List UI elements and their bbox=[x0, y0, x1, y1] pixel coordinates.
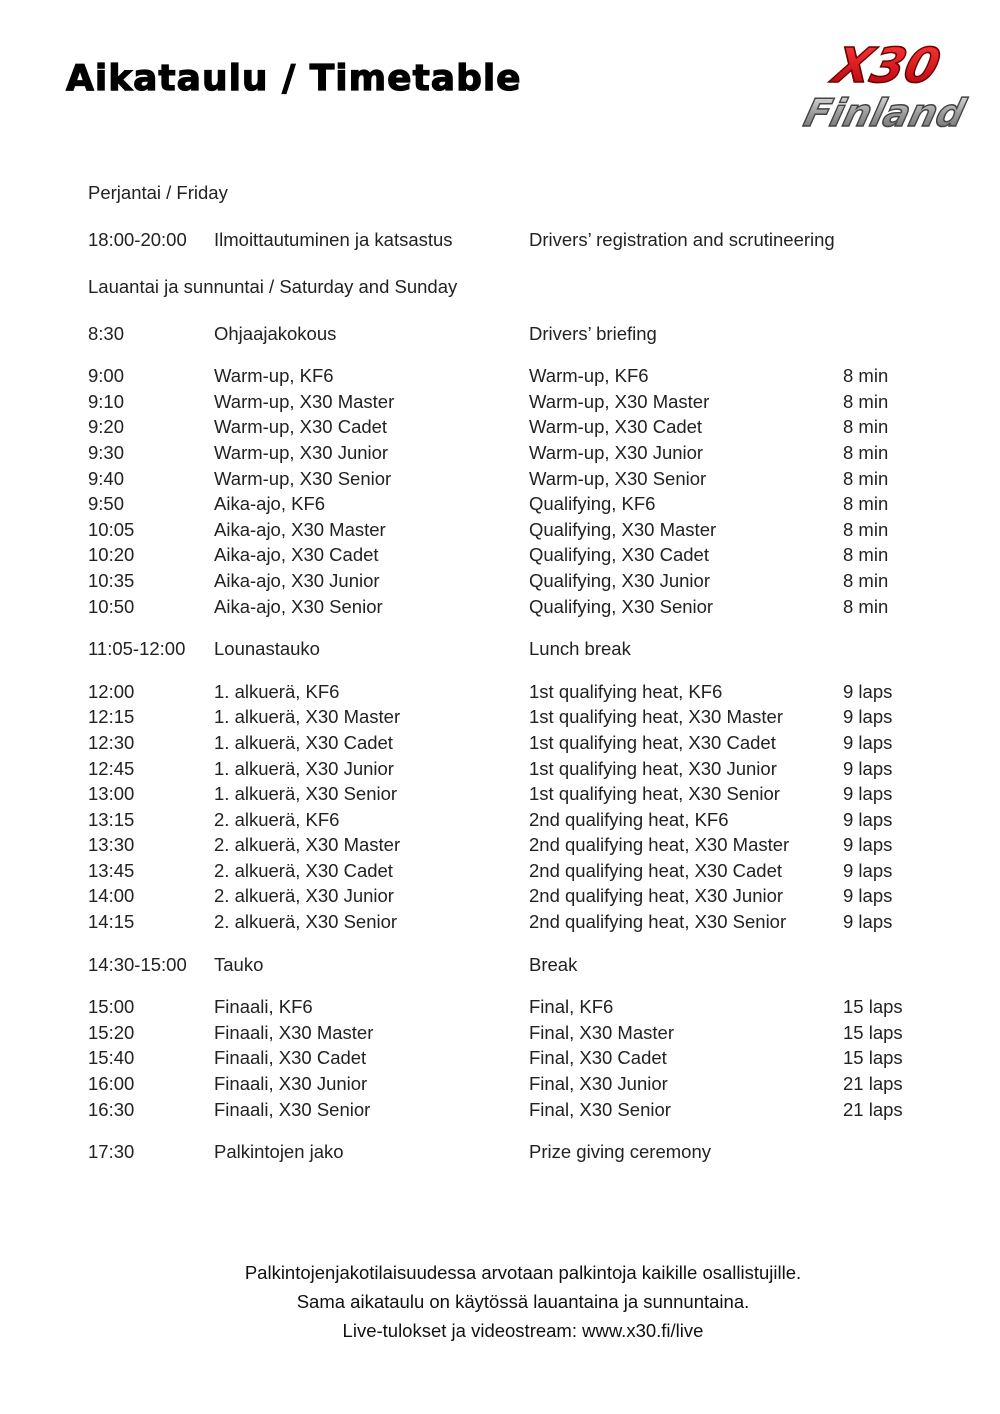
row-finnish-event: Tauko bbox=[214, 953, 264, 975]
schedule-row bbox=[88, 756, 948, 782]
x30-finland-logo bbox=[792, 30, 972, 138]
schedule-row bbox=[88, 952, 948, 978]
row-time: 15:00 bbox=[88, 996, 135, 1018]
row-time: 12:15 bbox=[88, 706, 135, 728]
row-duration: 8 min bbox=[843, 493, 889, 515]
row-english-event: 2nd qualifying heat, X30 Cadet bbox=[529, 859, 783, 881]
row-time: 16:00 bbox=[88, 1073, 135, 1095]
row-finnish-event: Warm-up, X30 Master bbox=[214, 390, 395, 412]
row-english-event: Qualifying, X30 Junior bbox=[529, 569, 710, 591]
row-time: 12:45 bbox=[88, 757, 135, 779]
row-time: 9:30 bbox=[88, 441, 125, 463]
row-finnish-event: 1. alkuerä, X30 Senior bbox=[214, 783, 398, 805]
row-finnish-event: 1. alkuerä, X30 Master bbox=[214, 706, 401, 728]
logo-x30-text: X30 bbox=[828, 38, 946, 94]
section-title: Lauantai ja sunnuntai / Saturday and Sunday bbox=[88, 275, 458, 297]
row-duration: 9 laps bbox=[843, 783, 893, 805]
row-english-event: Final, X30 Junior bbox=[529, 1073, 668, 1095]
row-duration: 9 laps bbox=[843, 808, 893, 830]
schedule-row bbox=[88, 1097, 948, 1123]
row-english-event: Warm-up, X30 Senior bbox=[529, 467, 707, 489]
footer-line-live-results: Live-tulokset ja videostream: www.x30.fi/live bbox=[342, 1320, 704, 1341]
row-duration: 9 laps bbox=[843, 731, 893, 753]
row-duration: 21 laps bbox=[843, 1073, 903, 1095]
schedule-row bbox=[88, 781, 948, 807]
row-duration: 8 min bbox=[843, 569, 889, 591]
row-duration: 15 laps bbox=[843, 1021, 903, 1043]
spacer bbox=[88, 662, 948, 679]
row-finnish-event: Lounastauko bbox=[214, 638, 320, 660]
row-duration: 15 laps bbox=[843, 1047, 903, 1069]
row-time: 9:10 bbox=[88, 390, 125, 412]
schedule-row bbox=[88, 491, 948, 517]
row-finnish-event: Aika-ajo, X30 Cadet bbox=[214, 544, 379, 566]
row-finnish-event: Aika-ajo, KF6 bbox=[214, 493, 326, 515]
row-english-event: Drivers’ registration and scrutineering bbox=[529, 229, 835, 250]
schedule-row bbox=[88, 679, 948, 705]
schedule-row bbox=[88, 440, 948, 466]
row-time: 13:00 bbox=[88, 783, 135, 805]
spacer bbox=[88, 346, 948, 363]
row-finnish-event: Finaali, X30 Junior bbox=[214, 1073, 368, 1095]
row-english-event: Warm-up, KF6 bbox=[529, 365, 649, 387]
row-english-event: 1st qualifying heat, X30 Cadet bbox=[529, 731, 776, 753]
row-english-event: Qualifying, KF6 bbox=[529, 493, 656, 515]
schedule-row bbox=[88, 1020, 948, 1046]
row-finnish-event: Warm-up, X30 Cadet bbox=[214, 416, 388, 438]
footer-line-same-schedule: Sama aikataulu on käytössä lauantaina ja sunnuntaina. bbox=[296, 1291, 750, 1312]
row-finnish-event: 1. alkuerä, X30 Junior bbox=[214, 757, 394, 779]
row-finnish-event: 1. alkuerä, KF6 bbox=[214, 680, 340, 702]
schedule-row bbox=[88, 883, 948, 909]
row-english-event: Break bbox=[529, 953, 578, 975]
schedule-row bbox=[88, 414, 948, 440]
logo-finland-text: Finland bbox=[799, 91, 970, 136]
row-time: 16:30 bbox=[88, 1098, 135, 1120]
row-finnish-event: 2. alkuerä, X30 Senior bbox=[214, 911, 398, 933]
row-finnish-event: Aika-ajo, X30 Junior bbox=[214, 569, 380, 591]
schedule-row bbox=[88, 542, 948, 568]
schedule-row bbox=[88, 636, 948, 662]
spacer bbox=[88, 253, 948, 270]
row-time: 10:35 bbox=[88, 569, 135, 591]
row-finnish-event: Ohjaajakokous bbox=[214, 322, 337, 344]
row-english-event: Final, KF6 bbox=[529, 996, 614, 1018]
footer-line-prizes: Palkintojenjakotilaisuudessa arvotaan palkintoja kaikille osallistujille. bbox=[244, 1262, 802, 1283]
row-duration: 8 min bbox=[843, 544, 889, 566]
row-english-event: 2nd qualifying heat, X30 Master bbox=[529, 834, 790, 856]
row-time: 11:05-12:00 bbox=[88, 638, 186, 660]
row-time: 13:30 bbox=[88, 834, 135, 856]
schedule-row bbox=[88, 594, 948, 620]
schedule-row bbox=[88, 389, 948, 415]
row-english-event: 1st qualifying heat, X30 Junior bbox=[529, 757, 777, 779]
schedule-row bbox=[88, 517, 948, 543]
spacer bbox=[88, 977, 948, 994]
row-english-event: Final, X30 Cadet bbox=[529, 1047, 667, 1069]
row-duration: 9 laps bbox=[843, 757, 893, 779]
row-english-event: Warm-up, X30 Master bbox=[529, 390, 710, 412]
row-time: 15:20 bbox=[88, 1021, 135, 1043]
row-time: 13:15 bbox=[88, 808, 135, 830]
row-time: 12:30 bbox=[88, 731, 135, 753]
row-duration: 8 min bbox=[843, 467, 889, 489]
row-time: 14:00 bbox=[88, 885, 135, 907]
row-english-event: Drivers’ briefing bbox=[529, 322, 657, 344]
row-time: 15:40 bbox=[88, 1047, 135, 1069]
row-finnish-event: Finaali, X30 Master bbox=[214, 1021, 374, 1043]
spacer bbox=[88, 1122, 948, 1139]
row-time: 14:30-15:00 bbox=[88, 953, 187, 975]
row-time: 10:50 bbox=[88, 595, 135, 617]
schedule-row bbox=[88, 832, 948, 858]
schedule-row bbox=[88, 858, 948, 884]
row-english-event: Final, X30 Master bbox=[529, 1021, 674, 1043]
row-time: 9:20 bbox=[88, 416, 125, 438]
row-time: 10:05 bbox=[88, 518, 135, 540]
row-english-event: 1st qualifying heat, X30 Senior bbox=[529, 783, 780, 805]
row-finnish-event: 2. alkuerä, KF6 bbox=[214, 808, 340, 830]
row-finnish-event: Aika-ajo, X30 Master bbox=[214, 518, 386, 540]
row-duration: 9 laps bbox=[843, 859, 893, 881]
row-duration: 9 laps bbox=[843, 680, 893, 702]
row-english-event: 1st qualifying heat, X30 Master bbox=[529, 706, 784, 728]
row-english-event: Qualifying, X30 Senior bbox=[529, 595, 714, 617]
row-time: 9:40 bbox=[88, 467, 125, 489]
schedule-row bbox=[88, 466, 948, 492]
row-duration: 8 min bbox=[843, 595, 889, 617]
row-english-event: 2nd qualifying heat, X30 Senior bbox=[529, 911, 787, 933]
row-duration: 21 laps bbox=[843, 1098, 903, 1120]
row-english-event: Warm-up, X30 Junior bbox=[529, 441, 704, 463]
row-duration: 8 min bbox=[843, 518, 889, 540]
row-english-event: Prize giving ceremony bbox=[529, 1141, 711, 1163]
row-duration: 8 min bbox=[843, 416, 889, 438]
row-duration: 9 laps bbox=[843, 706, 893, 728]
schedule-row bbox=[88, 227, 948, 253]
row-duration: 9 laps bbox=[843, 885, 893, 907]
row-english-event: Qualifying, X30 Cadet bbox=[529, 544, 709, 566]
spacer bbox=[88, 935, 948, 952]
row-time: 8:30 bbox=[88, 322, 125, 344]
row-time: 17:30 bbox=[88, 1141, 135, 1163]
row-duration: 8 min bbox=[843, 441, 889, 463]
row-time: 12:00 bbox=[88, 680, 135, 702]
schedule-row bbox=[88, 1139, 948, 1165]
schedule-row bbox=[88, 321, 948, 347]
schedule-row bbox=[88, 363, 948, 389]
row-finnish-event: 1. alkuerä, X30 Cadet bbox=[214, 731, 393, 753]
row-finnish-event: Finaali, X30 Senior bbox=[214, 1098, 371, 1120]
row-finnish-event: Aika-ajo, X30 Senior bbox=[214, 595, 383, 617]
row-finnish-event: Warm-up, X30 Senior bbox=[214, 467, 392, 489]
row-time: 14:15 bbox=[88, 911, 135, 933]
row-english-event: Warm-up, X30 Cadet bbox=[529, 416, 703, 438]
row-finnish-event: Finaali, X30 Cadet bbox=[214, 1047, 367, 1069]
schedule-row bbox=[88, 994, 948, 1020]
row-english-event: 1st qualifying heat, KF6 bbox=[529, 680, 723, 702]
footer-notes bbox=[0, 1258, 1000, 1345]
spacer bbox=[88, 619, 948, 636]
row-english-event: Final, X30 Senior bbox=[529, 1098, 671, 1120]
row-english-event: 2nd qualifying heat, KF6 bbox=[529, 808, 729, 830]
row-duration: 15 laps bbox=[843, 996, 903, 1018]
row-finnish-event: Warm-up, KF6 bbox=[214, 365, 334, 387]
row-time: 9:50 bbox=[88, 493, 125, 515]
row-finnish-event: 2. alkuerä, X30 Junior bbox=[214, 885, 394, 907]
row-finnish-event: 2. alkuerä, X30 Master bbox=[214, 834, 401, 856]
schedule-row bbox=[88, 807, 948, 833]
row-duration: 8 min bbox=[843, 365, 889, 387]
schedule-row bbox=[88, 1045, 948, 1071]
row-duration: 8 min bbox=[843, 390, 889, 412]
row-finnish-event: Ilmoittautuminen ja katsastus bbox=[214, 229, 453, 250]
schedule-row bbox=[88, 1071, 948, 1097]
row-finnish-event: Finaali, KF6 bbox=[214, 996, 313, 1018]
row-time: 13:45 bbox=[88, 859, 135, 881]
row-time: 18:00-20:00 bbox=[88, 229, 187, 250]
row-english-event: Qualifying, X30 Master bbox=[529, 518, 717, 540]
spacer bbox=[88, 210, 948, 227]
page-title: Aikataulu / Timetable bbox=[66, 58, 522, 99]
schedule bbox=[88, 176, 948, 1165]
row-finnish-event: Palkintojen jako bbox=[214, 1141, 344, 1163]
row-finnish-event: Warm-up, X30 Junior bbox=[214, 441, 389, 463]
row-time: 9:00 bbox=[88, 365, 125, 387]
schedule-row bbox=[88, 704, 948, 730]
section-title: Perjantai / Friday bbox=[88, 182, 228, 203]
row-english-event: 2nd qualifying heat, X30 Junior bbox=[529, 885, 784, 907]
schedule-row bbox=[88, 909, 948, 935]
row-time: 10:20 bbox=[88, 544, 135, 566]
schedule-row bbox=[88, 730, 948, 756]
schedule-row bbox=[88, 568, 948, 594]
row-duration: 9 laps bbox=[843, 911, 893, 933]
spacer bbox=[88, 304, 948, 321]
row-finnish-event: 2. alkuerä, X30 Cadet bbox=[214, 859, 393, 881]
row-english-event: Lunch break bbox=[529, 638, 631, 660]
row-duration: 9 laps bbox=[843, 834, 893, 856]
